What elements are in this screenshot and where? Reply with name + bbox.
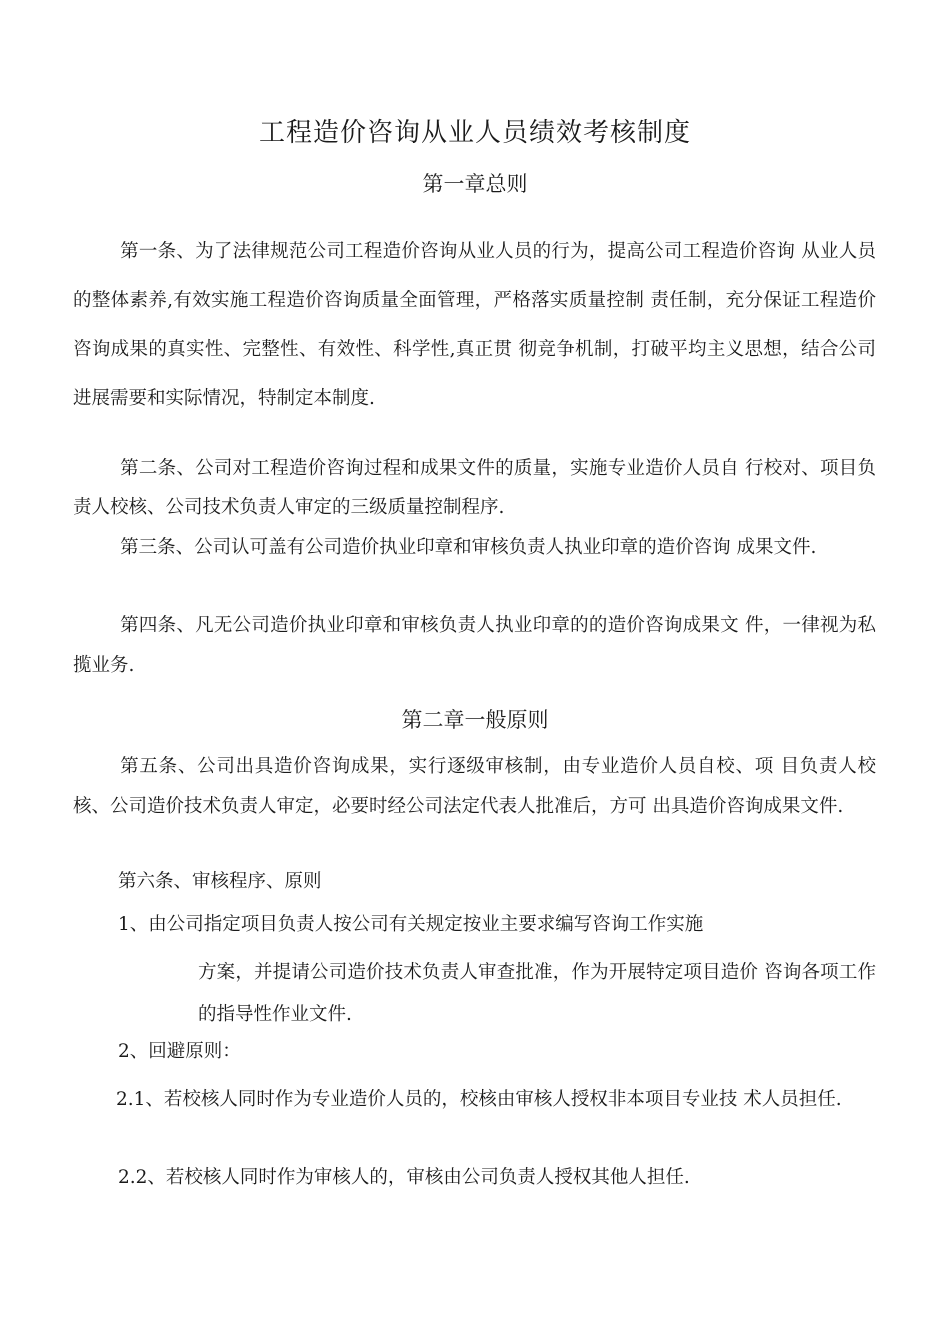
article-1: 第一条、为了法律规范公司工程造价咨询从业人员的行为，提高公司工程造价咨询 从业人员的整体素养,有效实施工程造价咨询质量全面管理，严格落实质量控制 责任制，充分保证工程造价咨询成果的真实性、完整性、有效性、科学性,真正贯 彻竞争机制，打破平均主义思想，结合公司进展需要和实际情况，特制定本制度.	[73, 241, 876, 409]
article-4: 第四条、凡无公司造价执业印章和审核负责人执业印章的的造价咨询成果文 件，一律视为私揽业务.	[73, 615, 876, 676]
item-2: 2、回避原则：	[118, 1041, 241, 1062]
chapter-1-heading: 第一章总则	[422, 172, 528, 196]
item-2-2: 2.2、若校核人同时作为审核人的，审核由公司负责人授权其他人担任.	[118, 1167, 690, 1188]
chapter-2-heading: 第二章一般原则	[401, 708, 549, 732]
article-3: 第三条、公司认可盖有公司造价执业印章和审核负责人执业印章的造价咨询 成果文件.	[120, 537, 817, 558]
item-1-continuation: 方案，并提请公司造价技术负责人审查批准，作为开展特定项目造价 咨询各项工作的指导性作业文件.	[198, 962, 876, 1025]
item-2-1: 2.1、若校核人同时作为专业造价人员的，校核由审核人授权非本项目专业技 术人员担任.	[116, 1089, 842, 1110]
article-2: 第二条、公司对工程造价咨询过程和成果文件的质量，实施专业造价人员自 行校对、项目负责人校核、公司技术负责人审定的三级质量控制程序.	[73, 458, 876, 518]
item-1-lead: 1、由公司指定项目负责人按公司有关规定按业主要求编写咨询工作实施	[118, 914, 704, 935]
document-title: 工程造价咨询从业人员绩效考核制度	[258, 118, 691, 148]
article-5: 第五条、公司出具造价咨询成果，实行逐级审核制，由专业造价人员自校、项 目负责人校核、公司造价技术负责人审定，必要时经公司法定代表人批准后，方可 出具造价咨询成果文件.	[73, 756, 876, 817]
article-6: 第六条、审核程序、原则	[118, 871, 322, 892]
